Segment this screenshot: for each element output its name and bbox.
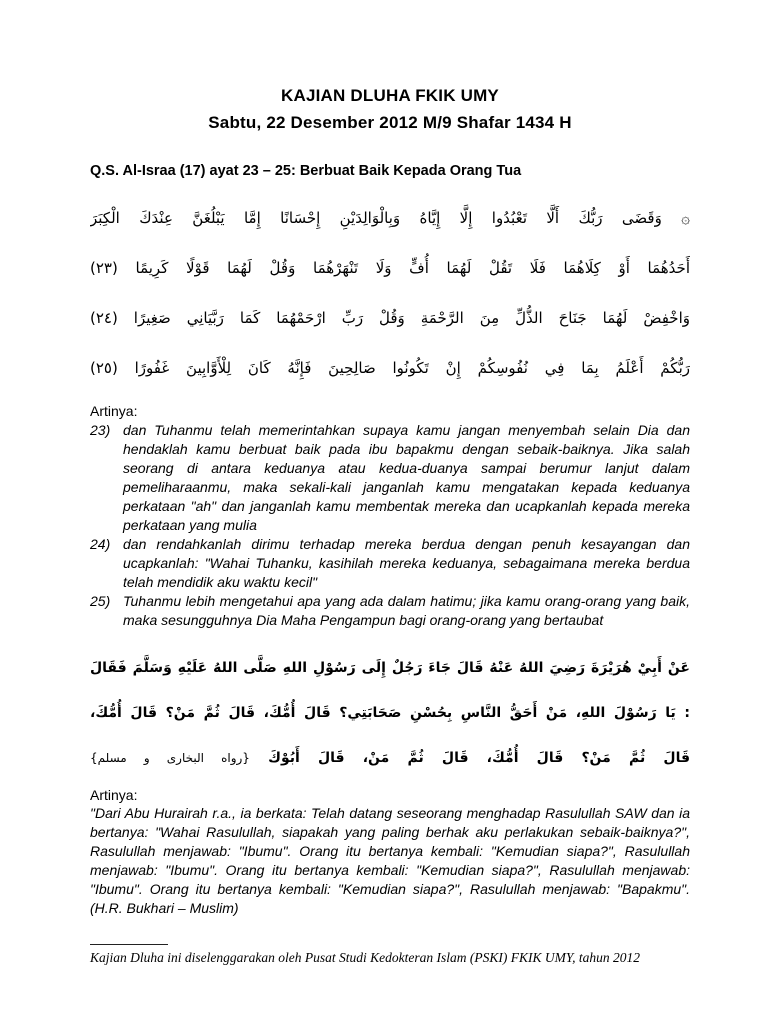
hadith-line-3-text: قَالَ ثُمَّ مَنْ؟ قَالَ أُمُّكَ، قَالَ ثُمَّ مَنْ، قَالَ أَبُوْكَ <box>268 750 690 766</box>
quran-verse-line-3: وَاخْفِضْ لَهُمَا جَنَاحَ الذُّلِّ مِنَ الرَّحْمَةِ وَقُلْ رَبِّ ارْحَمْهُمَا كَمَا رَبَّيَانِي صَغِيرًا (٢٤) <box>90 309 690 327</box>
quran-verse-line-1: ۞ وَقَضَى رَبُّكَ أَلَّا تَعْبُدُوا إِلَّا إِيَّاهُ وَبِالْوَالِدَيْنِ إِحْسَانًا إِمَّا يَبْلُغَنَّ عِنْدَكَ الْكِبَرَ <box>90 209 690 227</box>
verse-translation-text: dan rendahkanlah dirimu terhadap mereka berdua dengan penuh kesayangan dan ucapkanlah: "Wahai Tuhanku, kasihilah mereka keduanya, sebagaimana mereka berdua telah mendidik aku waktu kecil" <box>123 536 690 590</box>
hadith-line-3 <box>90 736 690 781</box>
translation-item-25 <box>90 592 690 630</box>
hadith-line-2: : يَا رَسُوْلَ اللهِ، مَنْ أَحَقُّ النَّاسِ بِحُسْنِ صَحَابَتِي؟ قَالَ أُمُّكَ، قَالَ ثُمَّ مَنْ؟ قَالَ أُمُّكَ، <box>90 705 690 721</box>
quran-verse-line-4: رَبُّكُمْ أَعْلَمُ بِمَا فِي نُفُوسِكُمْ إِنْ تَكُونُوا صَالِحِينَ فَإِنَّهُ كَانَ لِلْأَوَّابِينَ غَفُورًا (٢٥) <box>90 359 690 377</box>
verse-number: 23) <box>90 422 111 438</box>
quran-verse-line-2: أَحَدُهُمَا أَوْ كِلَاهُمَا فَلَا تَقُلْ لَهُمَا أُفٍّ وَلَا تَنْهَرْهُمَا وَقُلْ لَهُمَا قَوْلًا كَرِيمًا (٢٣) <box>90 259 690 277</box>
hadith-line-1: عَنْ أَبِيْ هُرَيْرَةَ رَضِيَ اللهُ عَنْهُ قَالَ جَاءَ رَجُلٌ إِلَى رَسُوْلِ اللهِ صَلَّى اللهُ عَلَيْهِ وَسَلَّمَ فَقَالَ <box>90 660 690 676</box>
document-date-line: Sabtu, 22 Desember 2012 M/9 Shafar 1434 H <box>208 113 572 132</box>
footer-note: Kajian Dluha ini diselenggarakan oleh Pusat Studi Kedokteran Islam (PSKI) FKIK UMY, tahun 2012 <box>90 950 640 965</box>
title-block <box>90 82 690 136</box>
document-title: KAJIAN DLUHA FKIK UMY <box>281 86 499 105</box>
footer <box>90 944 690 966</box>
section-heading: Q.S. Al-Israa (17) ayat 23 – 25: Berbuat Baik Kepada Orang Tua <box>90 163 522 179</box>
translation-item-23 <box>90 421 690 535</box>
verse-number: 24) <box>90 536 111 552</box>
hadith-translation-section <box>90 787 690 918</box>
verse-translation-text: Tuhanmu lebih mengetahui apa yang ada dalam hatimu; jika kamu orang-orang yang baik, maka sesungguhnya Dia Maha Pengampun bagi orang-orang yang bertaubat <box>123 593 690 628</box>
hadith-block <box>90 646 690 781</box>
verse-translation-text: dan Tuhanmu telah memerintahkan supaya kamu jangan menyembah selain Dia dan hendaklah kamu berbuat baik pada ibu bapakmu dengan sebaik-baiknya. Jika salah seorang di antara keduanya atau kedua-duanya sampai berumur lanjut dalam pemeliharaanmu, maka sekali-kali janganlah kamu mengatakan kepada keduanya perkataan "ah" dan janganlah kamu membentak mereka dan ucapkanlah kepada mereka perkataan yang mulia <box>123 422 690 533</box>
verse-number: 25) <box>90 593 111 609</box>
hadith-attribution: {رواه البخارى و مسلم} <box>90 751 250 765</box>
translation-label: Artinya: <box>90 403 138 419</box>
translation-label: Artinya: <box>90 787 138 803</box>
translation-item-24 <box>90 535 690 592</box>
quran-translation-section <box>90 403 690 630</box>
verse-translation-list <box>90 421 690 630</box>
quran-verses-block <box>90 193 690 393</box>
hadith-translation-text: "Dari Abu Hurairah r.a., ia berkata: Telah datang seseorang menghadap Rasulullah SAW dan ia bertanya: "Wahai Rasulullah, siapakah yang paling berhak aku perlakukan sebaik-baiknya?", Rasulullah menjawab: "Ibumu". Orang itu bertanya kembali: "Kemudian siapa?", Rasulullah menjawab: "Ibumu". Orang itu bertanya kembali: "Kemudian siapa?", Rasulullah menjawab: "Ibumu". Orang itu bertanya kembali: "Kemudian siapa?", Rasulullah menjawab: "Bapakmu". (H.R. Bukhari – Muslim) <box>90 805 690 916</box>
footer-rule <box>90 944 168 945</box>
